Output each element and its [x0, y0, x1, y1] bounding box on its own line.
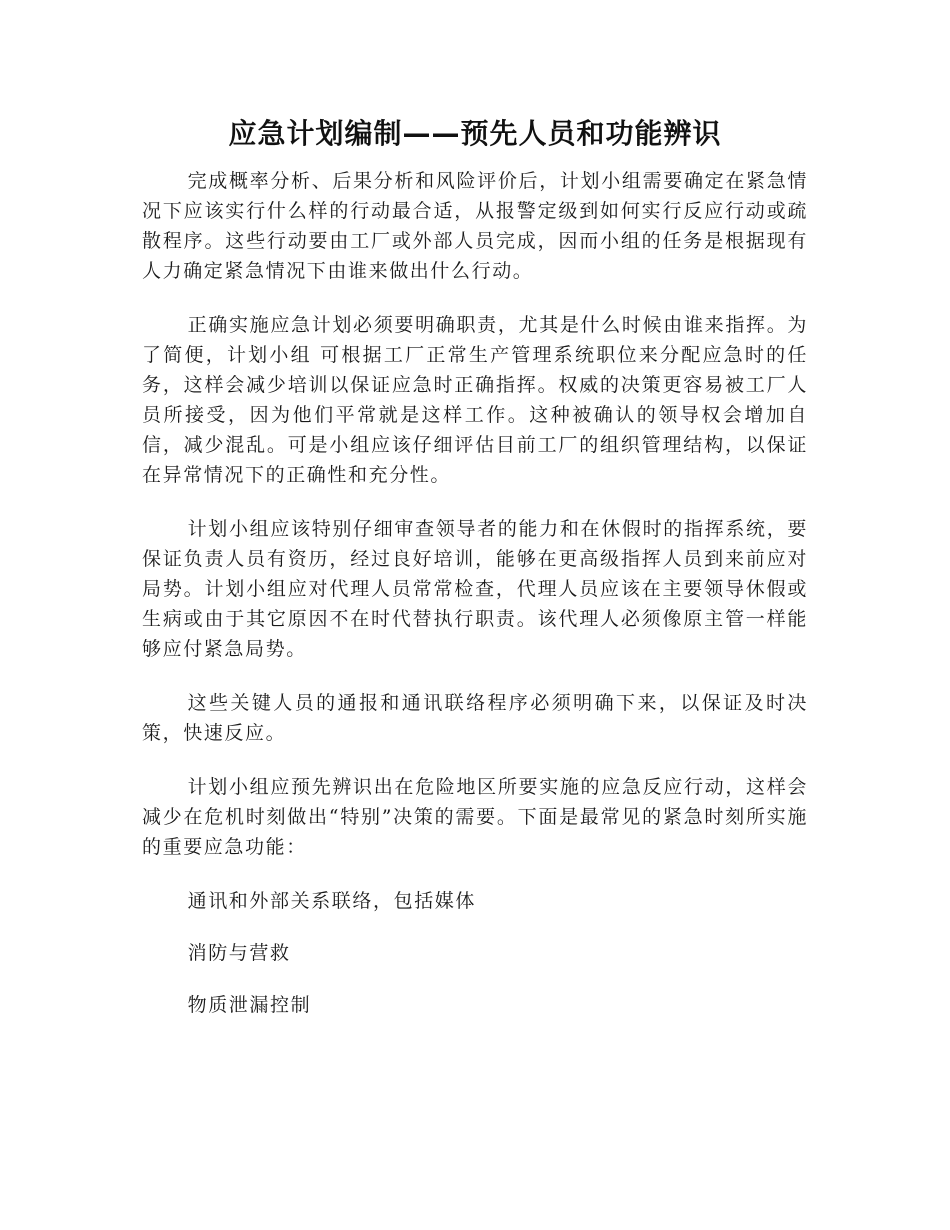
- paragraph-5: 计划小组应预先辨识出在危险地区所要实施的应急反应行动，这样会减少在危机时刻做出“特别”决策的需要。下面是最常见的紧急时刻所实施的重要应急功能：: [142, 776, 808, 858]
- document-title: 应急计划编制——预先人员和功能辨识: [228, 117, 722, 150]
- document-page: [142, 110, 808, 1042]
- list-item-fire-rescue: 消防与营救: [187, 942, 291, 964]
- paragraph-2: 正确实施应急计划必须要明确职责，尤其是什么时候由谁来指挥。为了简便，计划小组 可根据工厂正常生产管理系统职位来分配应急时的任务，这样会减少培训以保证应急时正确指挥。权威的决策更容易被工厂人员所接受，因为他们平常就是这样工作。这种被确认的领导权会增加自信，减少混乱。可是小组应该仔细评估目前工厂的组织管理结构，以保证在异常情况下的正确性和充分性。: [142, 314, 808, 486]
- paragraph-4: 这些关键人员的通报和通讯联络程序必须明确下来，以保证及时决策，快速反应。: [142, 692, 808, 744]
- document-body: [142, 166, 808, 1020]
- paragraph-3: 计划小组应该特别仔细审查领导者的能力和在休假时的指挥系统，要保证负责人员有资历，经过良好培训，能够在更高级指挥人员到来前应对局势。计划小组应对代理人员常常检查，代理人员应该在主要领导休假或生病或由于其它原因不在时代替执行职责。该代理人必须像原主管一样能够应付紧急局势。: [142, 518, 808, 660]
- list-item-leak-control: 物质泄漏控制: [187, 994, 312, 1016]
- paragraph-1: 完成概率分析、后果分析和风险评价后，计划小组需要确定在紧急情况下应该实行什么样的行动最合适，从报警定级到如何实行反应行动或疏散程序。这些行动要由工厂或外部人员完成，因而小组的任务是根据现有人力确定紧急情况下由谁来做出什么行动。: [142, 170, 808, 282]
- list-item-communications: 通讯和外部关系联络，包括媒体: [187, 890, 476, 912]
